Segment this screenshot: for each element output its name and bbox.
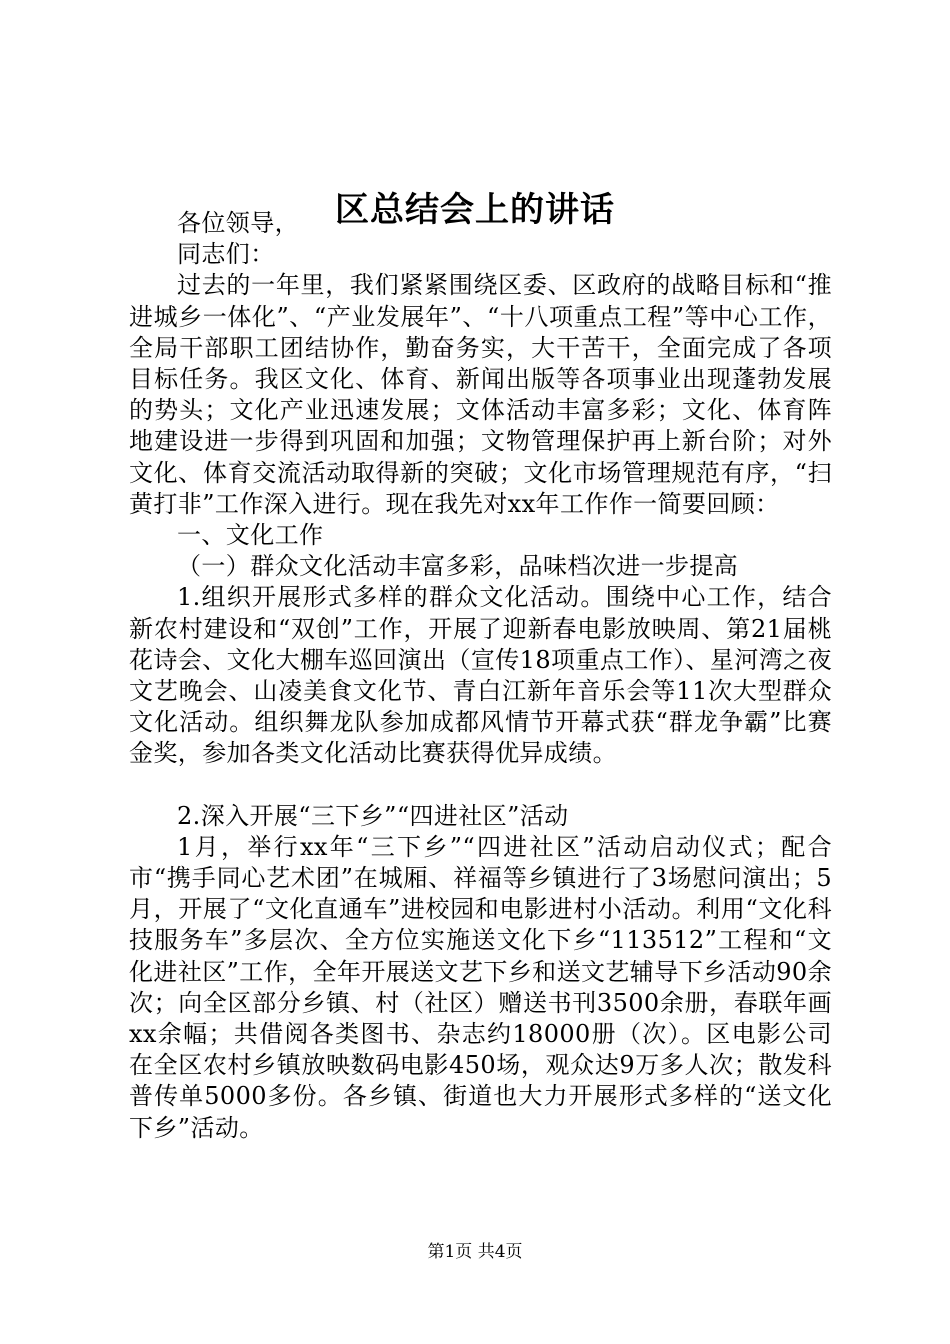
section-heading-culture: 一、文化工作: [177, 521, 324, 550]
paragraph-spacer: [129, 770, 832, 801]
salutation-comrades: 同志们：: [177, 240, 275, 269]
document-body: [129, 208, 832, 1144]
item-2-heading: 2.深入开展“三下乡”“四进社区”活动: [177, 801, 569, 830]
page-number-footer: 第1页 共4页: [427, 1242, 523, 1262]
paragraph-item-1: 1.组织开展形式多样的群众文化活动。围绕中心工作，结合新农村建设和“双创”工作，开展了迎新春电影放映周、第21届桃花诗会、文化大棚车巡回演出（宣传18项重点工作）、星河湾之夜文艺晚会、山凌美食文化节、青白江新年音乐会等11次大型群众文化活动。组织舞龙队参加成都风情节开幕式获“群龙争霸”比赛金奖，参加各类文化活动比赛获得优异成绩。: [129, 583, 832, 768]
salutation-leaders: 各位领导，: [177, 209, 299, 237]
subsection-heading-1: （一）群众文化活动丰富多彩，品味档次进一步提高: [177, 552, 739, 581]
paragraph-item-2: 1月，举行xx年“三下乡”“四进社区”活动启动仪式；配合市“携手同心艺术团”在城厢、祥福等乡镇进行了3场慰问演出；5月，开展了“文化直通车”进校园和电影进村小活动。利用“文化科技服务车”多层次、全方位实施送文化下乡“113512”工程和“文化进社区”工作，全年开展送文艺下乡和送文艺辅导下乡活动90余次；向全区部分乡镇、村（社区）赠送书刊3500余册，春联年画xx余幅；共借阅各类图书、杂志约18000册（次）。区电影公司在全区农村乡镇放映数码电影450场，观众达9万多人次；散发科普传单5000多份。各乡镇、街道也大力开展形式多样的“送文化下乡”活动。: [129, 832, 832, 1142]
paragraph-intro: 过去的一年里，我们紧紧围绕区委、区政府的战略目标和“推进城乡一体化”、“产业发展年”、“十八项重点工程”等中心工作，全局干部职工团结协作，勤奋务实，大干苦干，全面完成了各项目标任务。我区文化、体育、新闻出版等各项事业出现蓬勃发展的势头；文化产业迅速发展；文体活动丰富多彩；文化、体育阵地建设进一步得到巩固和加强；文物管理保护再上新台阶；对外文化、体育交流活动取得新的突破；文化市场管理规范有序，“扫黄打非”工作深入进行。现在我先对xx年工作作一简要回顾：: [129, 271, 832, 518]
document-title: 区总结会上的讲话: [335, 190, 615, 230]
